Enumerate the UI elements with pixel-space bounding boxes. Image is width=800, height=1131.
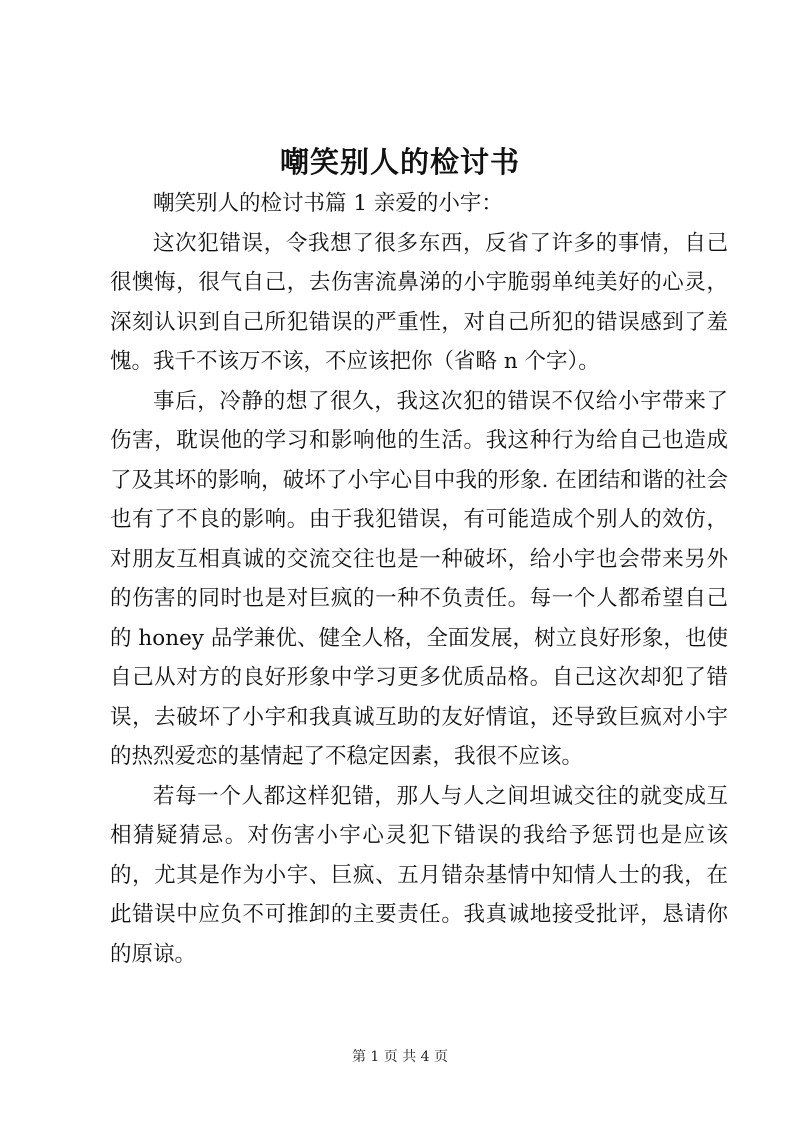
paragraph-1: 这次犯错误，令我想了很多东西，反省了许多的事情，自己很懊悔，很气自己，去伤害流鼻涕的小宇脆弱单纯美好的心灵，深刻认识到自己所犯错误的严重性，对自己所犯的错误感到了羞愧。我千不该万不该，不应该把你（省略 n 个字）。 [110,230,728,374]
document-title: 嘲笑别人的检讨书 [279,145,520,179]
document-body [110,184,728,974]
page-number-footer: 第 1 页 共 4 页 [351,1049,449,1065]
paragraph-3: 若每一个人都这样犯错，那人与人之间坦诚交往的就变成互相猜疑猜忌。对伤害小宇心灵犯下错误的我给予惩罚也是应该的，尤其是作为小宇、巨疯、五月错杂基情中知情人士的我，在此错误中应负不可推卸的主要责任。我真诚地接受批评，恳请你的原谅。 [110,783,728,967]
paragraph-2: 事后，冷静的想了很久，我这次犯的错误不仅给小宇带来了伤害，耽误他的学习和影响他的生活。我这种行为给自己也造成了及其坏的影响，破坏了小宇心目中我的形象. 在团结和谐的社会也有了不良的影响。由于我犯错误，有可能造成个别人的效仿，对朋友互相真诚的交流交往也是一种破坏，给小宇也会带来另外的伤害的同时也是对巨疯的一种不负责任。每一个人都希望自己的 honey 品学兼优、健全人格，全面发展，树立良好形象，也使自己从对方的良好形象中学习更多优质品格。自己这次却犯了错误，去破坏了小宇和我真诚互助的友好情谊，还导致巨疯对小宇的热烈爱恋的基情起了不稳定因素，我很不应该。 [110,388,728,769]
paragraph-salutation: 嘲笑别人的检讨书篇 1 亲爱的小宇： [153,191,503,216]
